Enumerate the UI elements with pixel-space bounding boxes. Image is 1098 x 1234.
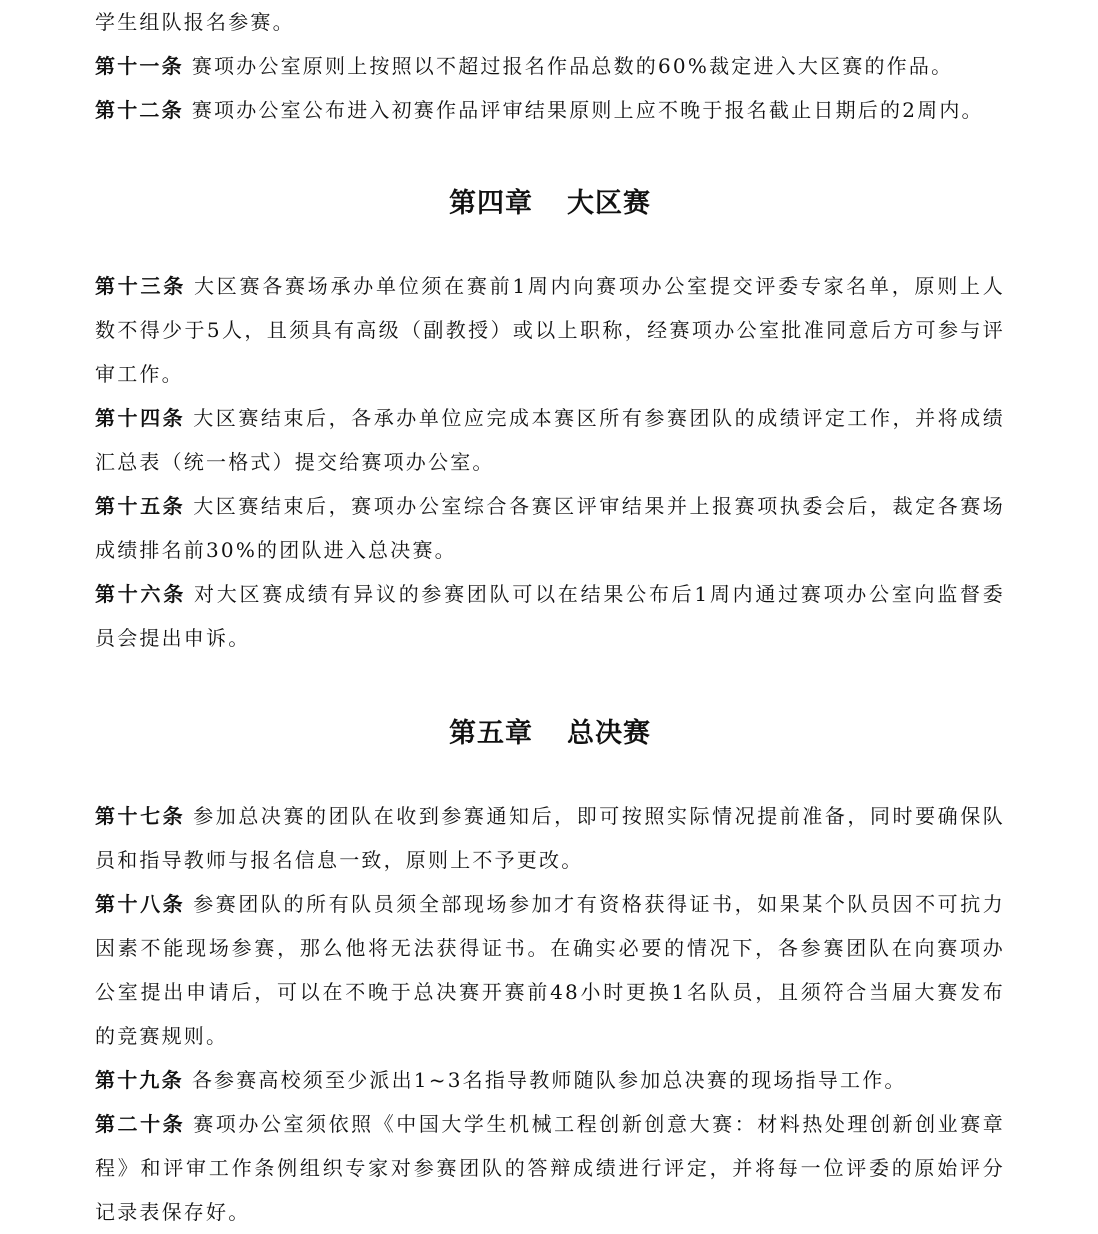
article-number: 第十六条 [95,582,186,606]
article-text: 各参赛高校须至少派出1~3名指导教师随队参加总决赛的现场指导工作。 [191,1068,907,1092]
article-number: 第十一条 [95,54,184,78]
article-11 [95,44,1005,88]
article-14 [95,396,1005,484]
article-15 [95,484,1005,572]
chapter-title: 总决赛 [567,718,651,749]
chapter-4-heading [95,182,1005,226]
article-17 [95,794,1005,882]
document-page [95,0,1005,1234]
article-20 [95,1102,1005,1234]
article-number: 第十五条 [95,494,186,518]
chapter-number: 第五章 [449,718,533,749]
article-13 [95,264,1005,396]
article-number: 第十七条 [95,804,186,828]
article-text: 赛项办公室原则上按照以不超过报名作品总数的60%裁定进入大区赛的作品。 [191,54,954,78]
article-text: 赛项办公室公布进入初赛作品评审结果原则上应不晚于报名截止日期后的2周内。 [191,98,984,122]
article-text: 大区赛结束后，各承办单位应完成本赛区所有参赛团队的成绩评定工作，并将成绩汇总表（统一格式）提交给赛项办公室。 [95,406,1005,474]
article-text: 参加总决赛的团队在收到参赛通知后，即可按照实际情况提前准备，同时要确保队员和指导教师与报名信息一致，原则上不予更改。 [95,804,1005,872]
article-19 [95,1058,1005,1102]
article-number: 第十八条 [95,892,186,916]
article-number: 第十三条 [95,274,186,298]
chapter-title: 大区赛 [567,188,651,219]
article-text: 赛项办公室须依照《中国大学生机械工程创新创意大赛：材料热处理创新创业赛章程》和评审工作条例组织专家对参赛团队的答辩成绩进行评定，并将每一位评委的原始评分记录表保存好。 [95,1112,1005,1224]
fragment-text: 学生组队报名参赛。 [95,10,295,34]
article-number: 第二十条 [95,1112,186,1136]
article-12 [95,88,1005,132]
article-18 [95,882,1005,1058]
article-number: 第十九条 [95,1068,184,1092]
chapter-5-heading [95,712,1005,756]
paragraph-fragment [95,0,1005,44]
article-number: 第十四条 [95,406,186,430]
article-16 [95,572,1005,660]
article-text: 对大区赛成绩有异议的参赛团队可以在结果公布后1周内通过赛项办公室向监督委员会提出申诉。 [95,582,1005,650]
chapter-number: 第四章 [449,188,533,219]
article-text: 参赛团队的所有队员须全部现场参加才有资格获得证书，如果某个队员因不可抗力因素不能现场参赛，那么他将无法获得证书。在确实必要的情况下，各参赛团队在向赛项办公室提出申请后，可以在不晚于总决赛开赛前48小时更换1名队员，且须符合当届大赛发布的竞赛规则。 [95,892,1005,1048]
article-text: 大区赛各赛场承办单位须在赛前1周内向赛项办公室提交评委专家名单，原则上人数不得少于5人，且须具有高级（副教授）或以上职称，经赛项办公室批准同意后方可参与评审工作。 [95,274,1005,386]
article-text: 大区赛结束后，赛项办公室综合各赛区评审结果并上报赛项执委会后，裁定各赛场成绩排名前30%的团队进入总决赛。 [95,494,1005,562]
article-number: 第十二条 [95,98,184,122]
